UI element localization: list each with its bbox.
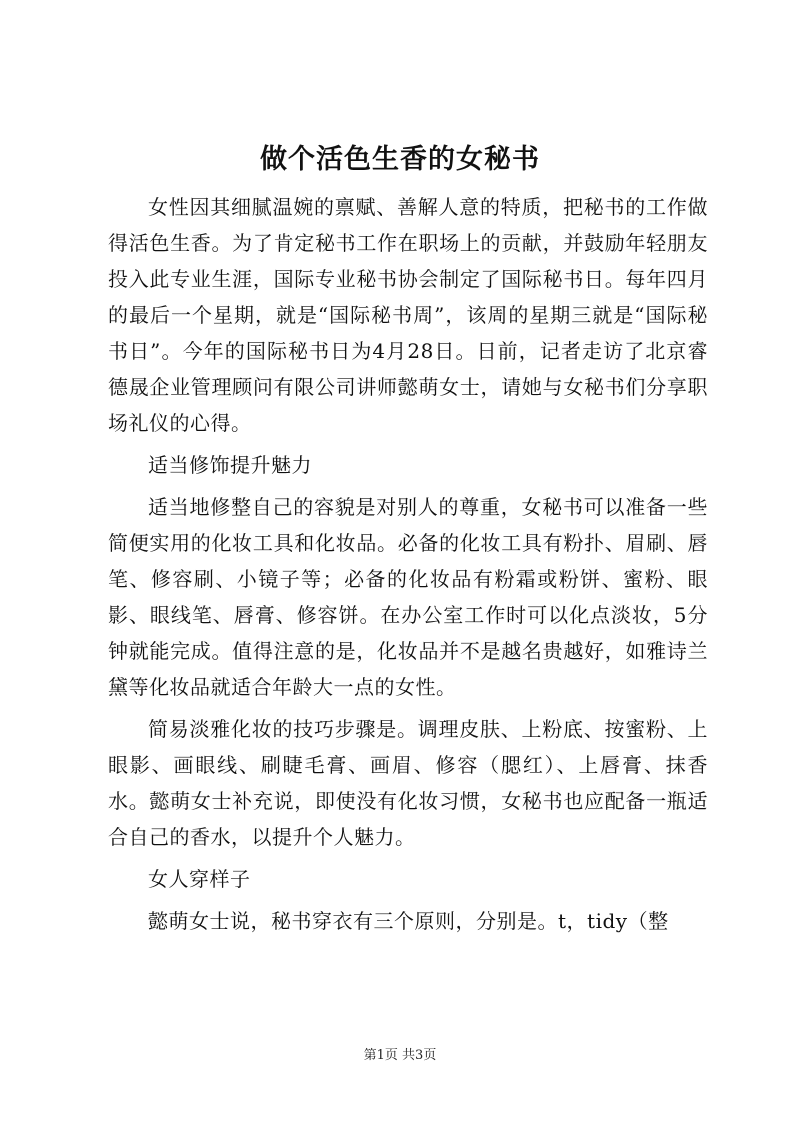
clothing-paragraph: 懿萌女士说，秘书穿衣有三个原则，分别是。t，tidy（整 [148,909,669,933]
intro-paragraph: 女性因其细腻温婉的禀赋、善解人意的特质，把秘书的工作做得活色生香。为了肯定秘书工作在职场上的贡献，并鼓励年轻朋友投入此专业生涯，国际专业秘书协会制定了国际秘书日。每年四月的最后一个星期，就是“国际秘书周”，该周的星期三就是“国际秘书日”。今年的国际秘书日为4月28日。日前，记者走访了北京睿德晟企业管理顾问有限公司讲师懿萌女士，请她与女秘书们分享职场礼仪的心得。 [108,195,708,435]
section-heading-makeup: 适当修饰提升魅力 [148,453,312,477]
makeup-steps-paragraph: 简易淡雅化妆的技巧步骤是。调理皮肤、上粉底、按蜜粉、上眼影、画眼线、刷睫毛膏、画眉、修容（腮红）、上唇膏、抹香水。懿萌女士补充说，即使没有化妆习惯，女秘书也应配备一瓶适合自己的香水，以提升个人魅力。 [108,717,708,849]
section-heading-clothing: 女人穿样子 [148,867,251,891]
page-number-footer: 第1页 共3页 [363,1048,437,1063]
document-body [108,189,708,945]
document-title: 做个活色生香的女秘书 [260,144,540,175]
makeup-paragraph: 适当地修整自己的容貌是对别人的尊重，女秘书可以准备一些简便实用的化妆工具和化妆品。必备的化妆工具有粉扑、眉刷、唇笔、修容刷、小镜子等；必备的化妆品有粉霜或粉饼、蜜粉、眼影、眼线笔、唇膏、修容饼。在办公室工作时可以化点淡妆，5分钟就能完成。值得注意的是，化妆品并不是越名贵越好，如雅诗兰黛等化妆品就适合年龄大一点的女性。 [108,495,708,699]
